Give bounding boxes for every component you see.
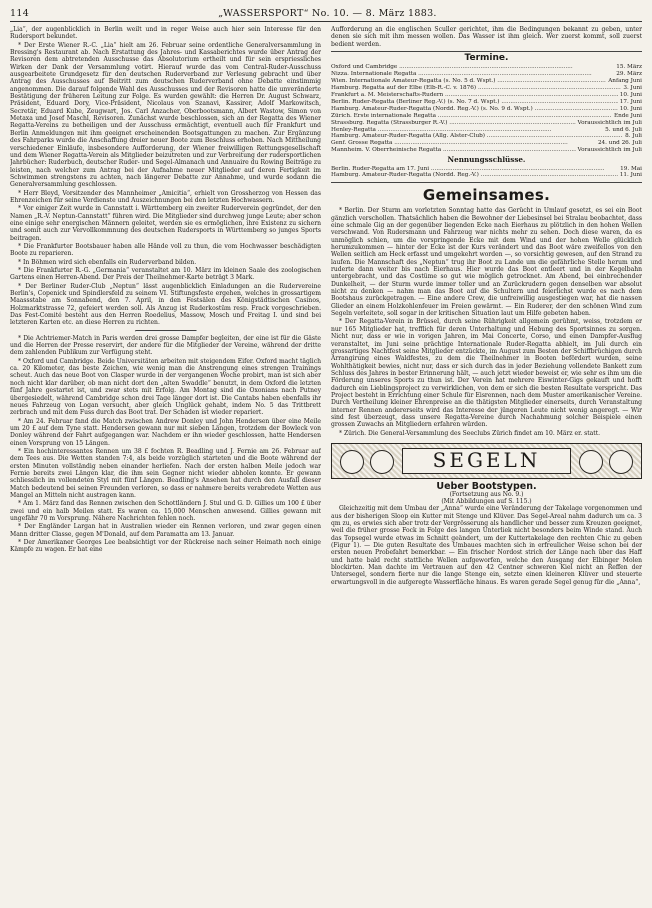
- paragraph: * Der Engländer Largan hat in Australien wieder ein Rennen verloren, und zwar gegen einen Mann dritter Classe, gegen M'Donald, auf dem Paramatta am 13. Januar.: [10, 523, 321, 538]
- paragraph: * Ein hochinteressantes Rennen um 38 £ fochten R. Beadling und J. Fernie am 26. Februar auf dem Tees aus. Die Wetten standen 7:4, als beide vorzüglich starteten und die Boote während der ersten Minuten vollständig neben einander herliefen. Nach der ersten halben Meile jedoch war Fernie bereits zwei Längen klar, die ihm sein Gegner nicht wieder abholen konnte. Er gewann schliesslich im vollendeten Styl mit fünf Längen. Beadling's Ansehen hat durch den Ausfall dieser Match bedeutend bei seinen Freunden verloren, so dass er nahmere bereits verabredete Wetten aus Mangel an Mitteln nicht austragen kann.: [10, 447, 321, 499]
- schedule-event: Hamburg. Regatta auf der Elbe (Elb-R.-C. v. 1876) .....: [331, 85, 621, 92]
- ornament-icon: [579, 450, 603, 474]
- page-number: 114: [10, 8, 30, 19]
- schedule-date: 29. März: [616, 71, 642, 78]
- paragraph: * Die Frankfurter R.-G. „Germania“ veranstaltet am 10. März im kleinen Saale des zoologischen Gartens einen Herren-Abend. Der Preis der Theilnehmer-Karte beträgt 3 Mark.: [10, 267, 321, 282]
- schedule-event: Oxford und Cambridge .....: [331, 64, 614, 71]
- schedule-row: [331, 133, 642, 140]
- schedule-date: Anfang Juni: [608, 78, 642, 85]
- segeln-banner: [331, 443, 642, 479]
- schedule-date: 24. und 26. Juli: [597, 140, 642, 147]
- divider: [135, 330, 197, 332]
- schedule-row: [331, 85, 642, 92]
- nennung-list: [331, 166, 642, 180]
- schedule-date: 10. Juni: [619, 105, 642, 112]
- paragraph: * Der Amerikaner Georges Lee beabsichtigt vor der Rückreise nach seiner Heimath noch einige Kämpfe zu wagen. Er hat eine: [10, 539, 321, 554]
- nennung-heading: Nennungsschlüsse.: [447, 155, 526, 165]
- schedule-row: [331, 127, 642, 134]
- article-title: Ueber Bootstypen.: [436, 480, 537, 492]
- schedule-event: Genf. Grosse Regatta .....: [331, 140, 596, 147]
- schedule-row: [331, 99, 642, 106]
- journal-title: „WASSERSPORT“ No. 10. — 8. März 1883.: [218, 8, 437, 19]
- divider: [331, 51, 642, 52]
- schedule-event: Berlin. Ruder-Regatta (Berliner Reg.-V.) (s. No. 7 d. Wspt.) .....: [331, 99, 618, 106]
- termine-heading: Termine.: [464, 53, 509, 64]
- paragraph: * Zürich. Die General-Versammlung des Seeclubs Zürich findet am 10. März er. statt.: [339, 429, 601, 437]
- schedule-event: Hamburg. Amateur-Ruder-Regatta (Nordd. Reg.-V.) (s. No. 9 d. Wspt.) .....: [331, 106, 618, 113]
- schedule-date: Ende Juni: [613, 112, 642, 119]
- paragraph: * Am 24. Februar fand die Match zwischen Andrew Donley und John Hendersen über eine Meile um 20 £ auf dem Tyne statt. Hendersen gewann nur mit sieben Längen, trotzdem der Bowleck von Donley während der Fahrt aufgegangen war. Nachdem er ihn wieder geschlossen, hatte Hendersen einen Vorsprung von 15 Längen.: [10, 417, 321, 447]
- schedule-row: [331, 172, 642, 179]
- paragraph: * Herr Bleyd, Vorsitzender des Mannheimer „Amicitia“, erhielt von Grossherzog von Hessen das Ehrenzeichen für seine Verdienste und Auszeichnungen bei den letzten Hochwassern.: [10, 189, 321, 204]
- ornament-icon: [370, 450, 394, 474]
- paragraph: * Der Berliner Ruder-Club „Neptun“ lässt augenblicklich Einladungen an die Rudervereine Berlin's, Copenick und Spindlersfeld zu seinem VI. Stiftungsfeste ergehen, welches in grossartigem Maassstabe am Sonnabend, den 7. April, in den Festsälen des Königstädtischen Casinos, Holzmarktstrasse 72, gefeiert werden soll. Als Anzug ist Ruderkostüm resp. Frack vorgeschrieben. Das Fest-Comité besteht aus den Herren Roedelius, Massow, Mosch und Freitag I. und sind bei letzteren Karten etc. an diese Herren zu richten.: [10, 282, 321, 327]
- schedule-event: Nizza. Internationale Regatta .....: [331, 71, 614, 78]
- schedule-event: Frankfurt a. M. Meisterschafts-Rudern .....: [331, 92, 618, 99]
- schedule-event: Berlin. Ruder-Regatta am 17. Juni .....: [331, 166, 618, 173]
- schedule-event: Strassburg. Regatta (Strassburger R.-V.) .....: [331, 120, 576, 127]
- schedule-row: [331, 64, 642, 71]
- schedule-event: Hamburg. Amateur-Ruder-Regatta (Nordd. Reg.-V.) .....: [331, 172, 618, 179]
- paragraph: * Die Frankfurter Bootsbauer haben alle Hände voll zu thun, die vom Hochwasser beschädigten Boote zu reparieren.: [10, 242, 321, 258]
- article-illustration-note: (Mit Abbildungen auf S. 115.): [441, 498, 532, 506]
- paragraph: Gleichzeitig mit dem Umbau der „Anna“ wurde eine Veränderung der Takelage vorgenommen und aus der bisherigen Sloop ein Kutter mit Stenge und Klüver. Das Segel-Areal nahm dadurch um ca. 3 qm zu, es erwies sich aber trotz der Vergrösserung als handlicher und besser zum Kreuzen geeignet, weil die früher grosse Fock in Folge des langen Unterliek nicht besonders beim Winde stand. Auch das Topsegel wurde etwas im Schnitt geändert, um der Kuttertakelage den rechten Chic zu geben (Figur 1). — Die guten Resultate des Umbaues machten sich in erfreulicher Weise schon bei der ersten neuen Probefahrt bemerkbar. — Ein frischer Nordost strich der Länge nach über das Haff und hatte bald recht stattliche Wellen aufgeworfen, welche den Ausgang der Elbinger Molen blockirten. Man dachte im Vertrauen auf den 42 Centner schweren Kiel nicht an Reffen der Untersegel, sondern fierte nur die lange Stenge ein, setzte einen kleineren Klüver und steuerte erwartungsvoll in die aufgeregte Wasserfläche hinaus. Es waren gerade Segel genug für die „Anna“,: [331, 505, 642, 586]
- schedule-row: [331, 140, 642, 147]
- schedule-date: 3. Juni: [623, 85, 642, 92]
- schedule-event: Mannheim. V. Oberrheinische Regatta .....: [331, 147, 576, 154]
- paragraph: „Lia“, der augenblicklich in Berlin weilt und in reger Weise auch hier sein Interesse für den Rudersport bekundet.: [10, 26, 321, 41]
- schedule-date: 15. März: [616, 64, 642, 71]
- schedule-event: Hamburg. Amateur-Ruder-Regatta (Allg. Alster-Club) .....: [331, 133, 623, 140]
- schedule-row: [331, 78, 642, 85]
- paragraph: * Am 1. März fand das Rennen zwischen den Schottländern J. Stul und G. D. Gillies um 100 £ über zwei und ein halb Meilen statt. Es waren ca. 15,000 Menschen anwesend. Gillies gewann mit ungefähr 70 m Vorsprung. Nähere Nachrichten fehlen noch.: [10, 500, 321, 522]
- schedule-event: Zürich. Erste internationale Regatta .....: [331, 113, 612, 120]
- schedule-date: 17. Juni: [619, 98, 642, 105]
- paragraph: * Vor einiger Zeit wurde in Cannstatt i. Württemberg ein zweiter Ruderverein gegründet, der den Namen „R.-V. Neptun-Cannstatt“ führen wird. Die Mitglieder sind durchweg junge Leute; aber schon eine einige sehr energischen Männern geleitet, werden sie es ermöglichen, ihre Existenz zu sichern und somit auch zur Vervollkommnung des deutschen Rudersports in Württemberg so junges Sports beitragen.: [10, 205, 321, 242]
- gemeinsames-heading: Gemeinsames.: [422, 186, 551, 205]
- paragraph: * Oxford und Cambridge. Beide Universitäten arbeiten mit steigendem Eifer. Oxford macht täglich ca. 20 Kilometer, das beste Zeichen, wie wenig man die Anstrengung eines strengen Trainings scheut. Auch das neue Boot von Clasper wurde in der vergangenen Woche probirt, man ist sich aber noch nicht klar darüber, ob man nicht dort den „alten Swaddle“ benutzt, in dem Oxford die letzten fünf Jahre gestartet ist, und zwar stets mit Erfolg. Am Montag sind die Oxonians nach Putney übergesiedelt, während Cambridge schon drei Tage länger dort ist. Die Cantabs haben ebenfalls ihr neues Fahrzeug von Logan versucht, aber gleich Unglück gehabt, indem No. 5 das Trittbrett zerbrach und mit dem Fuss durch das Boot trat. Der Schaden ist wieder repariert.: [10, 357, 321, 417]
- segeln-banner-text: SEGELN: [432, 448, 541, 473]
- schedule-date: 8. Juli: [625, 133, 642, 140]
- schedule-row: [331, 147, 642, 154]
- termine-list: [331, 64, 642, 154]
- ornament-icon: [609, 450, 633, 474]
- paragraph: Aufforderung an die englischen Sculler gerichtet, ihm die Bedingungen bekannt zu geben, unter denen sie sich mit ihm messen wollen. Das Wasser ist ihm gleich. Wer zuerst kommt, soll zuerst bedient werden.: [331, 26, 642, 48]
- schedule-date: Voraussichtlich im Juli: [577, 119, 642, 126]
- schedule-row: [331, 166, 642, 173]
- schedule-date: 5. und 6. Juli: [605, 126, 642, 133]
- schedule-row: [331, 71, 642, 78]
- schedule-date: 11. Juni: [619, 172, 642, 179]
- schedule-row: [331, 106, 642, 113]
- divider: [331, 182, 642, 183]
- left-column: [10, 26, 321, 888]
- schedule-date: 19. Mai: [620, 165, 642, 172]
- schedule-row: [331, 120, 642, 127]
- schedule-row: [331, 113, 642, 120]
- paragraph: * Berlin. Der Sturm am vorletzten Sonntag hatte das Gerücht in Umlauf gesetzt, es sei ein Boot gänzlich verschollen. Thatsächlich haben die Bewohner der Liebesinsel bei Stralau beobachtet, dass eine schmale Gig an der gegenüber liegenden Ecke nach Eierhaus zu plötzlich in den hohen Wellen verschwand. Von Rudersmann und Fahrzeug war nichts mehr zu sehen. Doch diese waren, da es unmöglich schien, um die vorspringende Ecke mit dem Wind und der hohen Welle glücklich herumzukommen — hinter der Ecke ist der Kurs verändert und das Boot wäre zweifellos von den Wellen seitlich am Heck erfasst und umgekehrt worden —, so vorsichtig gewesen, auf den Strand zu laufen. Die Mannschaft des „Neptun“ trug ihr Boot zu Lande um die gefährliche Stelle herum und ruderte dann weiter bis nach Eierhaus. Hier wurde das Boot entleert und in der Kegelbahn untergebracht, und das Costüme so gut wie möglich getrocknet. Am Abend, bei einbrechender Dunkelheit, — der Sturm wurde immer toller und an Zurückrudern gegen denselben war absolut nicht zu denken — nahm man das Boot auf die Schultern und feierlichst wurde es nach dem Bootshaus zurückgetragen. — Eine andere Crew, die unfreiwillig ausgestiegen war, hat die nassen Glieder an einem Holzkohlenfeuer im Freien gewärmt. — Ein Ruderer, der den schönen Wind zum Segeln verleitete, soll sogar in der kritischen Situation laut um Hilfe gebeten haben.: [331, 207, 642, 318]
- paragraph: * In Böhmen wird sich ebenfalls ein Ruderverband bilden.: [18, 258, 197, 266]
- ornament-icon: [340, 450, 364, 474]
- paragraph: * Der Regatta-Verein in Brüssel, durch seine Rührigkeit allgemein gerühmt, weiss, trotzdem er nur 165 Mitglieder hat, trefflich für deren Unterhaltung und Hebung des Sportsinnes zu sorgen. Nicht nur, dass er wie in vorigen Jahren, im Mai Concerte, Corso, und einen Dampfer-Ausflug veranstaltet, im Juni seine prächtige Internationale Ruder-Regatta abhielt, im Juli durch ein grossartiges Nachtfest seine Mitglieder entzückte, im August zum Besten der Schiffbrüchigen durch Arrangirung eines Waldfestes, zu dem die Theilnehmer in Booten befördert wurden, seine Wohlthätigkeit bewies, nicht nur, dass er sich durch das in jeder Beziehung vollendete Bankett zum Schluss des Jahres in bester Erinnerung hält, — auch jetzt wieder beweist er, wie sehr es ihm um die Förderung unseres Sports zu thun ist. Der Verein hat mehrere Eiswinter-Gigs gekauft und hofft dadurch ein Lieblingsproject zu verwirklichen, von dem er sich die besten Resultate verspricht. Das Project besteht in Errichtung einer Schule für Eisrennen, nach dem Muster amerikanischer Vereine. Durch Vertheilung kleiner Ehrenpreise an die thätigsten Mitglieder einerseits, durch Veranstaltung interner Rennen andererseits wird das Interesse der jüngeren Leute nicht wenig angeregt. — Wir sind fest überzeugt, dass unsere Regatta-Vereine durch Nachahmung solcher Beispiele einen grossen Zuwachs an Mitgliedern erfahren würden.: [331, 318, 642, 429]
- article-continuation: (Fortsetzung aus No. 9.): [449, 491, 524, 499]
- page: [10, 8, 642, 892]
- schedule-event: Henley-Regatta .....: [331, 127, 603, 134]
- schedule-date: Voraussichtlich im Juli: [577, 147, 642, 154]
- schedule-event: Wien. Internationale Amateur-Regatta (s. No. 5 d. Wspt.) .....: [331, 78, 606, 85]
- paragraph: * Die Achtriemer-Match in Paris werden drei grosse Dampfer begleiten, der eine ist für die Gäste und die Herren der Presse reservirt, der andere für die Mitglieder der Vereine, während der dritte dem zahlenden Publikum zur Verfügung steht.: [10, 334, 321, 357]
- schedule-date: 10. Juni: [619, 92, 642, 98]
- page-header: [10, 8, 642, 22]
- right-column: [331, 26, 642, 888]
- schedule-row: [331, 92, 642, 99]
- paragraph: * Der Erste Wiener R.-C. „Lia“ hielt am 26. Februar seine ordentliche Generalversammlung in Bressing's Restaurant ab. Nach Erstattung des Jahres- und Kassaberichtes wurde über Antrag der Revisoren dem abtretenden Ausschusse das Absolutorium ertheilt und für sein erspriessliches Wirken der Dank der Versammlung votirt. Hierauf wurde das vom Central-Ruder-Ausschuss ausgearbeitete Grundgesetz für den deutschen Ruderverband zur Verlesung gebracht und über Antrag des Ausschusses auf Beitritt zum deutschen Ruderverband ohne Debatte einstimmig angenommen. Die darauf folgende Wahl des Ausschusses und der Revisoren hatte die unveränderte Bestätigung der früheren Leitung zur Folge. Es wurden gewählt: die Herren Dr. August Schwarz, Präsident, Eduard Dory, Vice-Präsident, Nicolaus von Szanavi, Kassirer, Adolf Markowitsch, Secretär, Eduard Kube, Zeugwart, Jos. Carl Anzacher, Oberbootsmann, Albert Wastow, Simon von Metaxa und Josef Maschl, Revisoren. Zunächst wurde beschlossen, sich an der Regatta des Wiener Regatta-Vereins zu betheiligen und der Ausschuss ermächtigt, eventuell auch für Frankfurt und Berlin Anmeldungen mit ihm geeignet erscheinenden Bootsgattungen zu machen. Zur Ergänzung des Fahrparks wurde die Anschaffung dreier neuer Boote zum Beschluss erhoben. Nach Mittheilung verschiedener Einläufe, insbesondere Aufforderung, der Wiener freiwilligen Rettungsgesellschaft und dem Wiener Regatta-Verein als Mitglieder beizutreten und zur Verbreitung der rudersportlichen Jahrbücher: Ruderbuch, deutscher Ruder- und Segel-Almanach und Annuaire du Rowing Beiträge zu leisten, nach welcher zum Antrag bei der Aufnahme neuer Mitglieder auf deren Fertigkeit im Schwimmen strengstens zu achten, nach längerer Debatte zur Annahme, und wurde sodann die Generalversammlung geschlossen.: [10, 41, 321, 189]
